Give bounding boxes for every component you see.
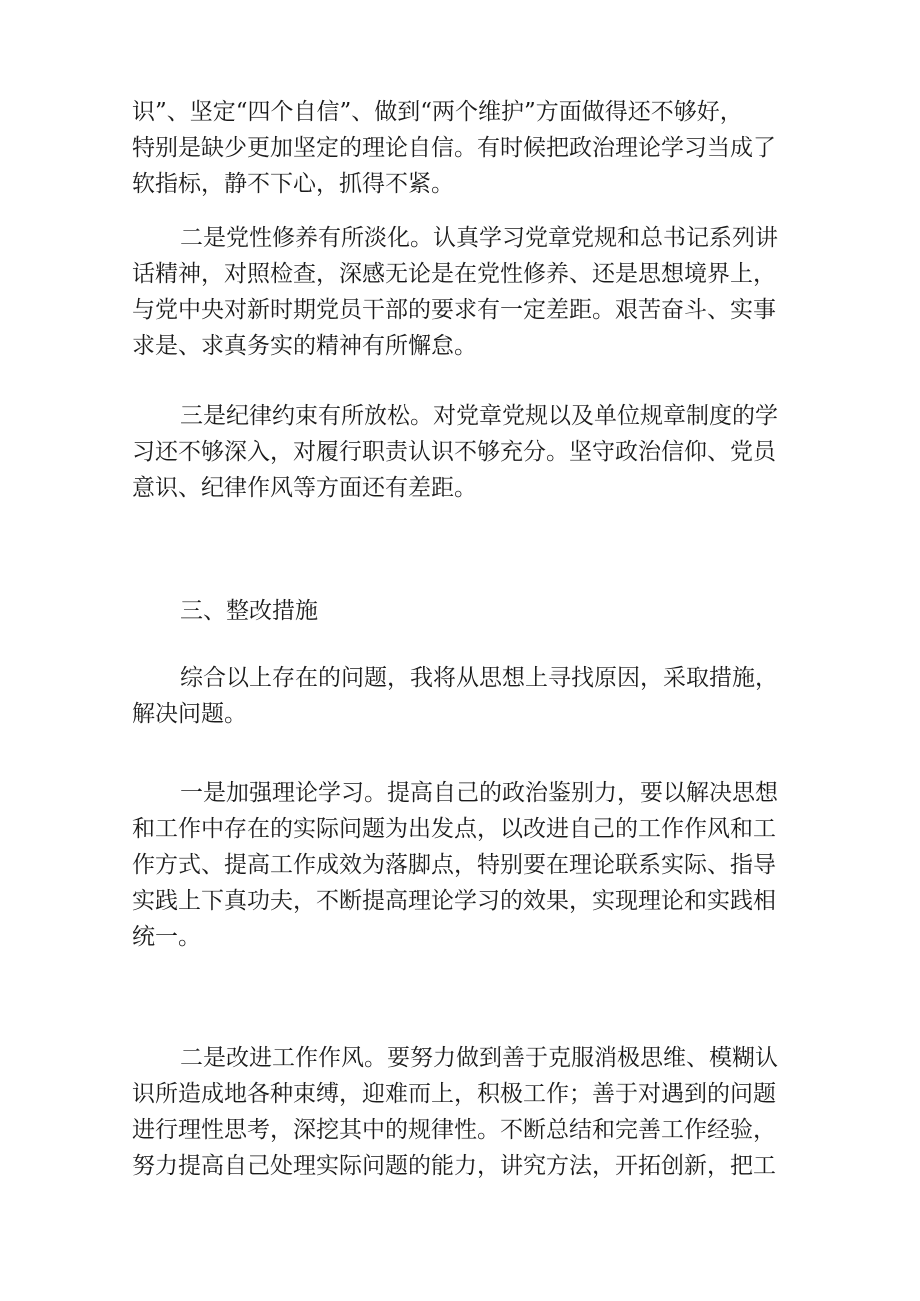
- paragraph-party-spirit: [132, 220, 782, 364]
- text-line: 识所造成地各种束缚，迎难而上，积极工作；善于对遇到的问题: [132, 1081, 776, 1107]
- paragraph-summary: [132, 660, 782, 732]
- text-line: 综合以上存在的问题，我将从思想上寻找原因，采取措施，: [180, 665, 778, 691]
- text-line: 三是纪律约束有所放松。对党章党规以及单位规章制度的学: [180, 403, 778, 429]
- paragraph-theory-study: [132, 775, 782, 955]
- text-line: 二是改进工作作风。要努力做到善于克服消极思维、模糊认: [180, 1045, 778, 1071]
- text-line: 软指标，静不下心，抓得不紧。: [132, 171, 454, 197]
- text-line: 话精神，对照检查，深感无论是在党性修养、还是思想境界上，: [132, 261, 776, 287]
- text-line: 习还不够深入，对履行职责认识不够充分。坚守政治信仰、党员: [132, 439, 776, 465]
- paragraph-discipline: [132, 398, 782, 506]
- text-line: 与党中央对新时期党员干部的要求有一定差距。艰苦奋斗、实事: [132, 297, 776, 323]
- section-heading: [132, 593, 782, 629]
- text-line: 统一。: [132, 924, 201, 950]
- text-line: 二是党性修养有所淡化。认真学习党章党规和总书记系列讲: [180, 225, 778, 251]
- text-line: 实践上下真功夫，不断提高理论学习的效果，实现理论和实践相: [132, 888, 776, 914]
- text-line: 作方式、提高工作成效为落脚点，特别要在理论联系实际、指导: [132, 852, 776, 878]
- paragraph-continuation: [132, 94, 782, 202]
- text-line: 进行理性思考，深挖其中的规律性。不断总结和完善工作经验，: [132, 1117, 776, 1143]
- text-line: 意识、纪律作风等方面还有差距。: [132, 475, 477, 501]
- text-line: 和工作中存在的实际问题为出发点，以改进自己的工作作风和工: [132, 816, 776, 842]
- text-line: 努力提高自己处理实际问题的能力，讲究方法，开拓创新，把工: [132, 1153, 776, 1179]
- text-line: 识”、坚定“四个自信”、做到“两个维护”方面做得还不够好，: [132, 99, 743, 125]
- text-line: 特别是缺少更加坚定的理论自信。有时候把政治理论学习当成了: [132, 135, 776, 161]
- text-line: 求是、求真务实的精神有所懈怠。: [132, 333, 477, 359]
- heading-text: 三、整改措施: [180, 598, 318, 624]
- text-line: 解决问题。: [132, 701, 247, 727]
- text-line: 一是加强理论学习。提高自己的政治鉴别力，要以解决思想: [180, 780, 778, 806]
- paragraph-work-style: [132, 1040, 782, 1184]
